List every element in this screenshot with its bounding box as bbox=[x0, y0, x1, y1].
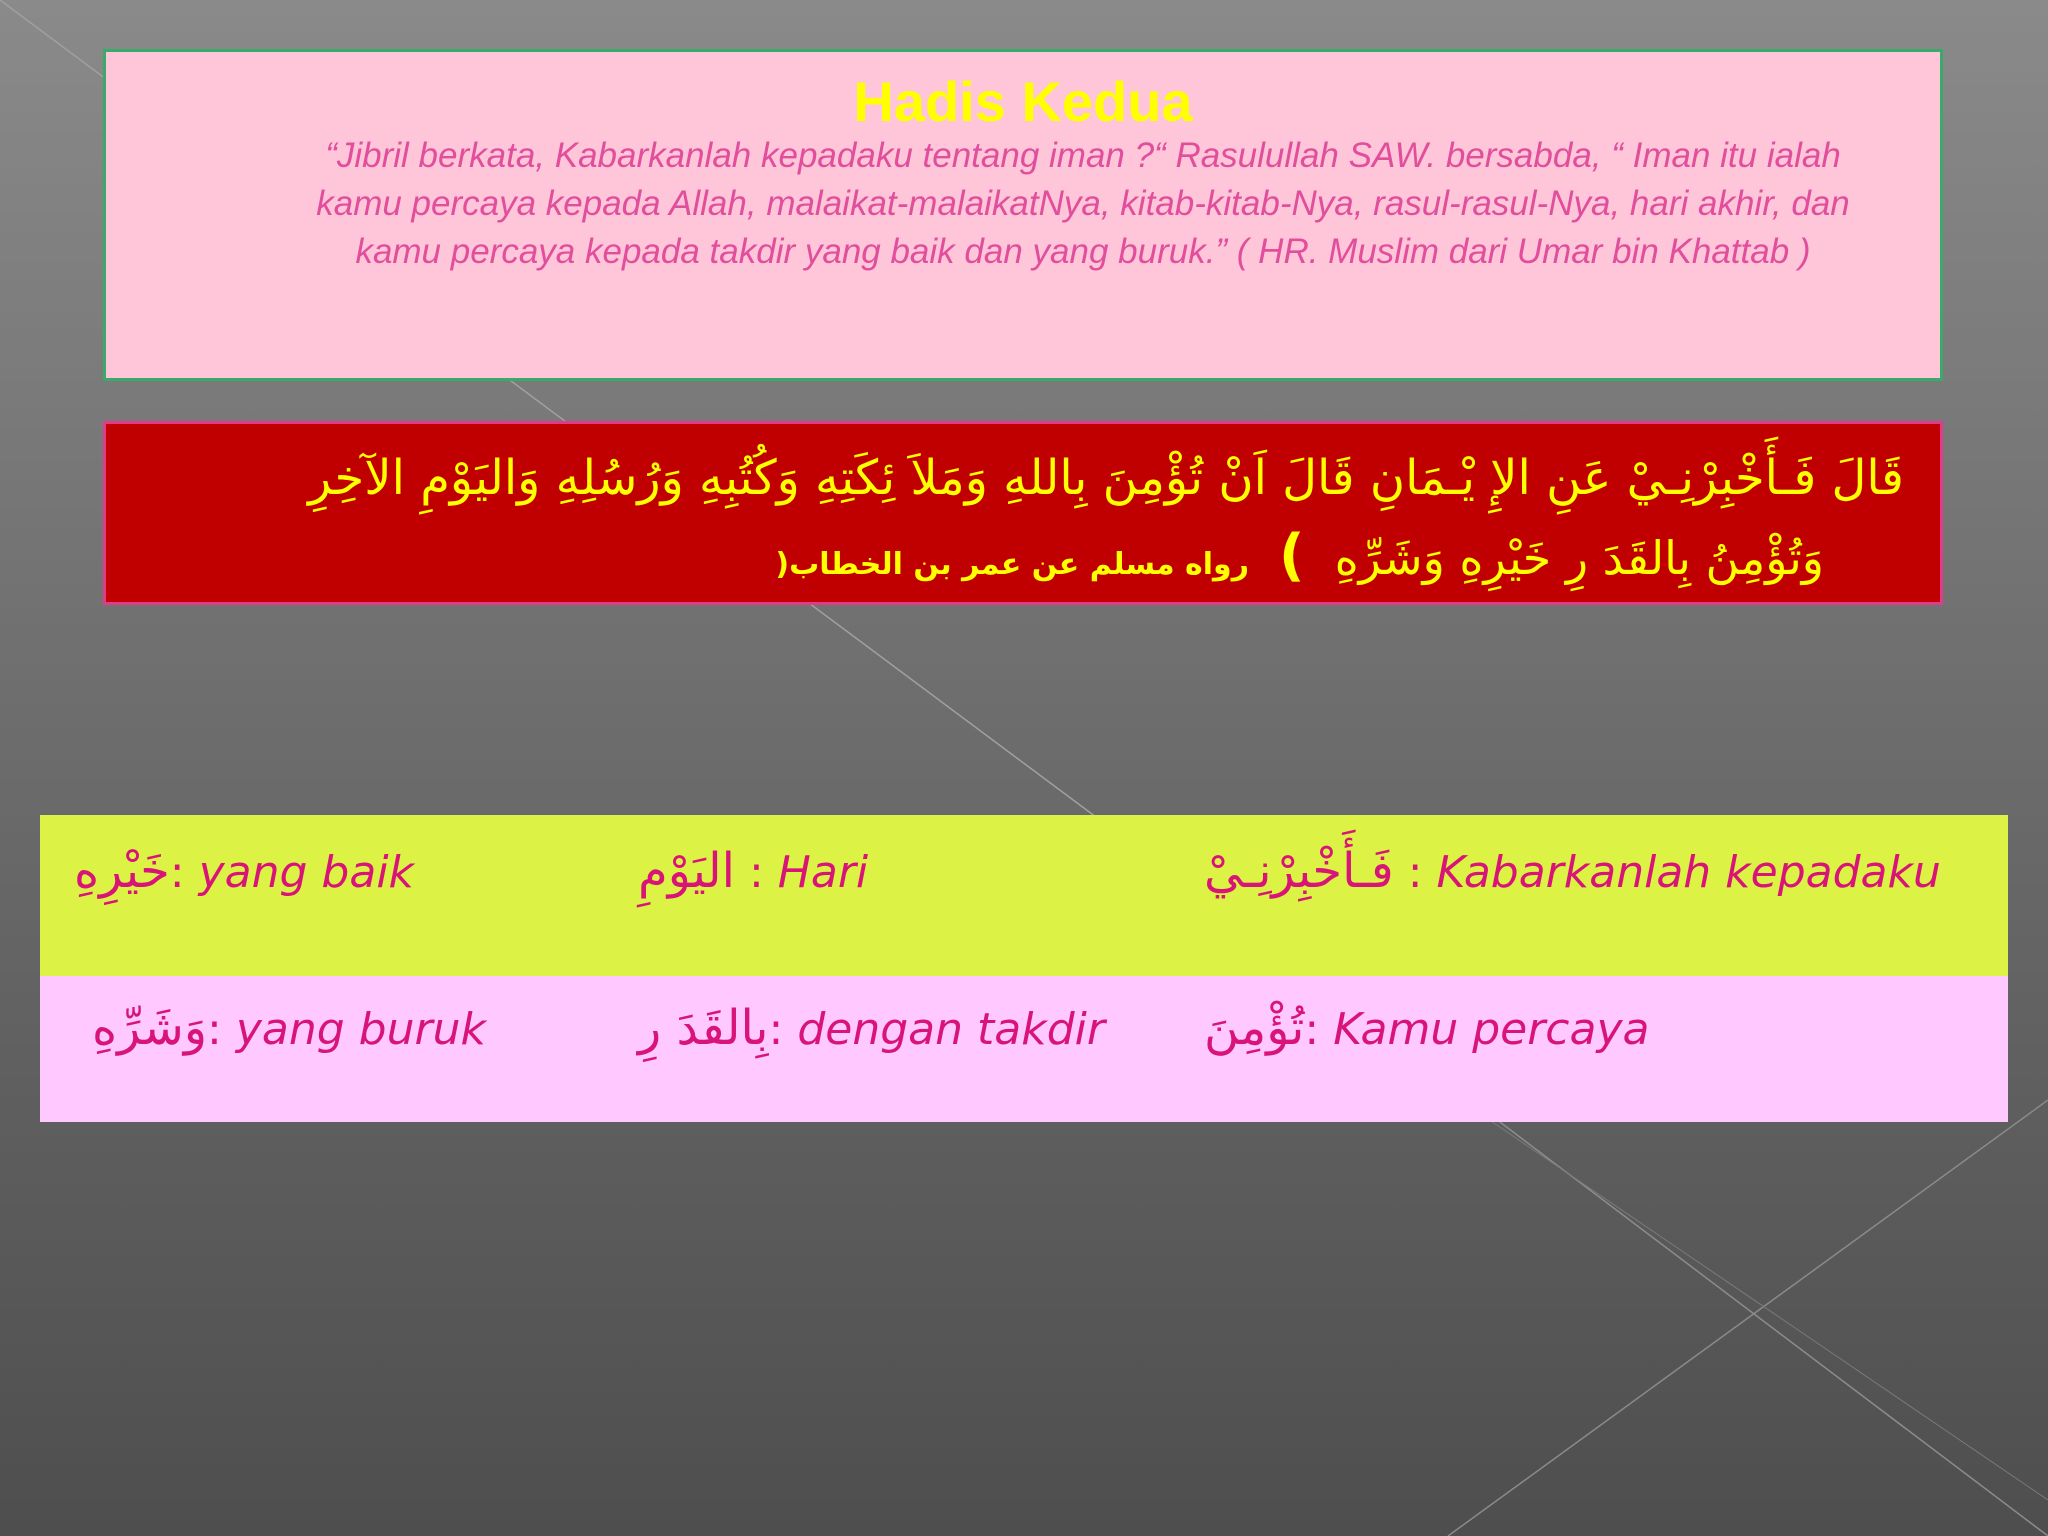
vocab-item-tukmina bbox=[1204, 1000, 1649, 1056]
arabic-text-line-2 bbox=[775, 524, 1824, 597]
close-parenthesis: ) bbox=[1278, 523, 1305, 588]
vocab-arabic-word: فَـأَخْبِرْنِـيْ bbox=[1204, 843, 1394, 899]
vocab-meaning: Kamu percaya bbox=[1333, 1004, 1650, 1055]
vocab-arabic-word: تُؤْمِنَ bbox=[1204, 1000, 1305, 1056]
vocab-separator: : bbox=[207, 1004, 222, 1055]
vocab-separator: : bbox=[1304, 1004, 1320, 1055]
vocab-item-khairihi bbox=[74, 843, 414, 899]
vocab-arabic-word: اليَوْمِ bbox=[638, 843, 735, 899]
vocab-item-wasyarrihi bbox=[92, 1000, 486, 1056]
vocab-meaning: Hari bbox=[777, 847, 869, 898]
vocab-arabic-word: بِالقَدَ رِ bbox=[638, 1000, 769, 1056]
vocab-meaning: yang buruk bbox=[235, 1004, 486, 1055]
arabic-text-line-2-main: وَتُؤْمِنُ بِالقَدَ رِ خَيْرِهِ وَشَرِّهِ bbox=[1334, 531, 1824, 585]
vocab-item-alyaum bbox=[638, 843, 868, 899]
vocab-meaning: Kabarkanlah kepadaku bbox=[1436, 847, 1941, 898]
vocab-item-bilqadri bbox=[638, 1000, 1105, 1056]
vocab-meaning: yang baik bbox=[198, 847, 415, 898]
vocab-separator: : bbox=[169, 847, 185, 898]
vocab-separator: : bbox=[1407, 847, 1423, 898]
hadith-translation-box bbox=[103, 49, 1943, 381]
vocab-item-faakhbirni bbox=[1204, 843, 1941, 899]
slide-title: Hadis Kedua bbox=[853, 70, 1193, 133]
vocabulary-row bbox=[40, 976, 2008, 1122]
vocab-arabic-word: خَيْرِهِ bbox=[74, 843, 170, 899]
hadith-translation-text: “Jibril berkata, Kabarkanlah kepadaku tentang iman ?“ Rasulullah SAW. bersabda, “ Iman itu ialah kamu percaya kepada Allah, malaikat-malaikatNya, kitab-kitab-Nya, rasul-rasul-Nya, hari akhir, dan kamu percaya kepada takdir yang baik dan yang buruk.” ( HR. Muslim dari Umar bin Khattab ) bbox=[316, 136, 1850, 271]
vocab-meaning: dengan takdir bbox=[797, 1004, 1105, 1055]
vocab-arabic-word: وَشَرِّهِ bbox=[92, 1000, 208, 1056]
hadith-arabic-box bbox=[103, 421, 1943, 605]
arabic-text-line-1: قَالَ فَـأَخْبِرْنِـيْ عَنِ الإِ يْـمَانِ قَالَ اَنْ تُؤْمِنَ بِاللهِ وَمَلاَ ئِكَتِهِ وَكُتُبِهِ وَرُسُلِهِ وَاليَوْمِ الآخِرِ bbox=[308, 450, 1904, 506]
vocabulary-table bbox=[40, 815, 2008, 1122]
vocab-separator: : bbox=[768, 1004, 784, 1055]
vocabulary-row bbox=[40, 815, 2008, 976]
vocab-separator: : bbox=[748, 847, 764, 898]
narration-source: رواه مسلم عن عمر بن الخطاب( bbox=[775, 547, 1249, 582]
